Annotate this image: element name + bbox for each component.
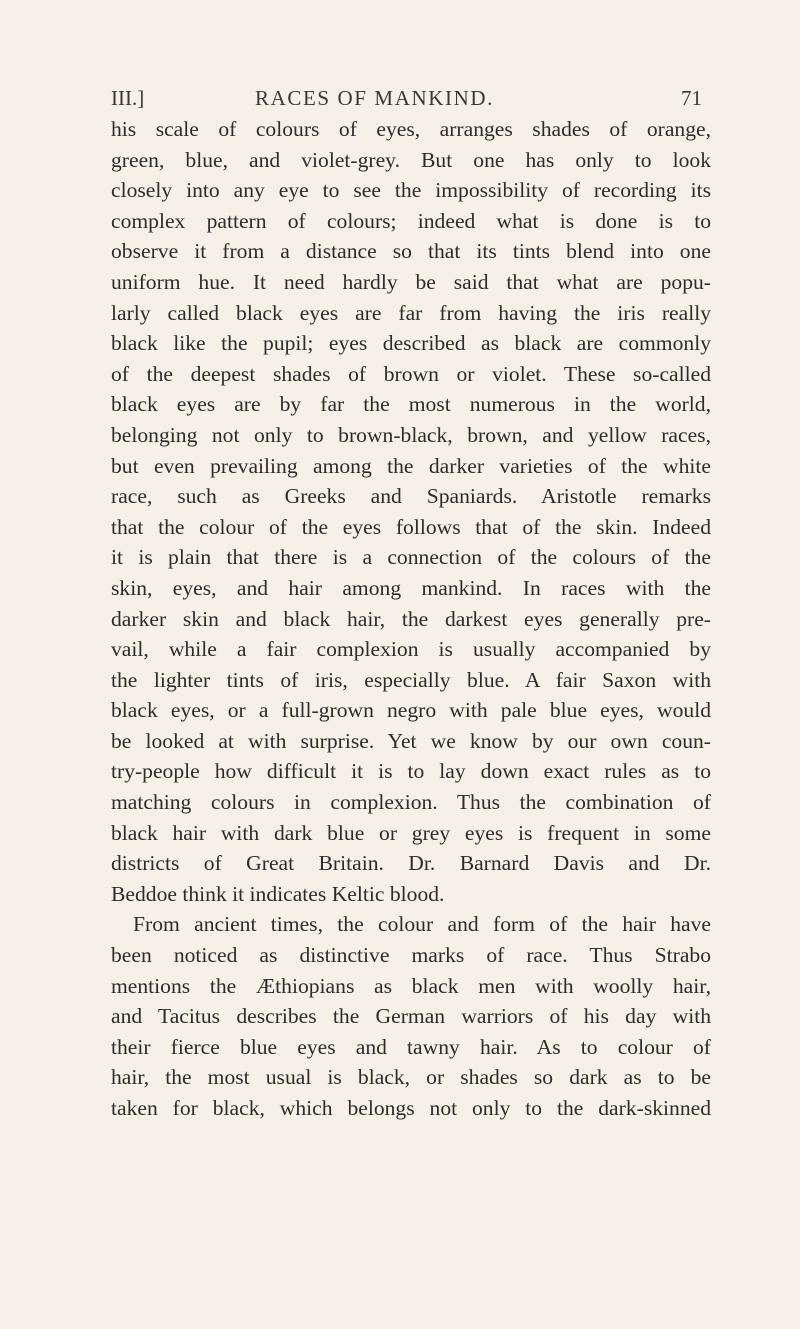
running-head — [0, 86, 800, 116]
page-number: 71 — [681, 86, 702, 110]
text-line: but even prevailing among the darker varieties of the white — [111, 453, 711, 478]
text-line: his scale of colours of eyes, arranges shades of orange, — [111, 117, 711, 141]
text-line: observe it from a distance so that its tints blend into one — [111, 239, 711, 264]
text-line: the lighter tints of iris, especially blue. A fair Saxon with — [111, 667, 711, 692]
text-line: matching colours in complexion. Thus the combination of — [111, 790, 711, 815]
text-line: mentions the Æthiopians as black men with woolly hair, — [111, 973, 711, 998]
chapter-number: III.] — [111, 86, 145, 110]
text-line: hair, the most usual is black, or shades so dark as to be — [111, 1065, 711, 1090]
paragraph-start-line: From ancient times, the colour and form of the hair have — [133, 912, 711, 937]
text-line: of the deepest shades of brown or violet. These so-called — [111, 361, 711, 386]
text-line: complex pattern of colours; indeed what is done is to — [111, 208, 711, 233]
text-line: closely into any eye to see the impossibility of recording its — [111, 178, 711, 203]
running-title: RACES OF MANKIND. — [255, 86, 494, 110]
text-line: taken for black, which belongs not only to the dark-skinned — [111, 1096, 711, 1120]
text-line: black hair with dark blue or grey eyes is frequent in some — [111, 820, 711, 845]
text-line: uniform hue. It need hardly be said that what are popu- — [111, 269, 711, 294]
text-line: and Tacitus describes the German warriors of his day with — [111, 1004, 711, 1029]
text-line: vail, while a fair complexion is usually accompanied by — [111, 637, 711, 662]
body-text — [111, 114, 711, 1124]
text-line: darker skin and black hair, the darkest eyes generally pre- — [111, 606, 711, 631]
text-line: be looked at with surprise. Yet we know by our own coun- — [111, 728, 711, 753]
text-line: larly called black eyes are far from having the iris really — [111, 300, 711, 325]
text-line: it is plain that there is a connection of the colours of the — [111, 545, 711, 570]
text-line: been noticed as distinctive marks of race. Thus Strabo — [111, 943, 711, 968]
text-line: districts of Great Britain. Dr. Barnard Davis and Dr. — [111, 851, 711, 876]
text-line: black like the pupil; eyes described as black are commonly — [111, 331, 711, 356]
text-line: try-people how difficult it is to lay down exact rules as to — [111, 759, 711, 784]
text-line: that the colour of the eyes follows that of the skin. Indeed — [111, 514, 711, 539]
text-line: black eyes are by far the most numerous in the world, — [111, 392, 711, 417]
text-line: race, such as Greeks and Spaniards. Aristotle remarks — [111, 484, 711, 509]
text-line: skin, eyes, and hair among mankind. In races with the — [111, 575, 711, 600]
text-line: black eyes, or a full-grown negro with pale blue eyes, would — [111, 698, 711, 723]
paragraph-end-line: Beddoe think it indicates Keltic blood. — [111, 881, 445, 906]
text-line: belonging not only to brown-black, brown, and yellow races, — [111, 422, 711, 447]
text-line: their fierce blue eyes and tawny hair. As to colour of — [111, 1034, 711, 1059]
text-line: green, blue, and violet-grey. But one has only to look — [111, 147, 711, 172]
